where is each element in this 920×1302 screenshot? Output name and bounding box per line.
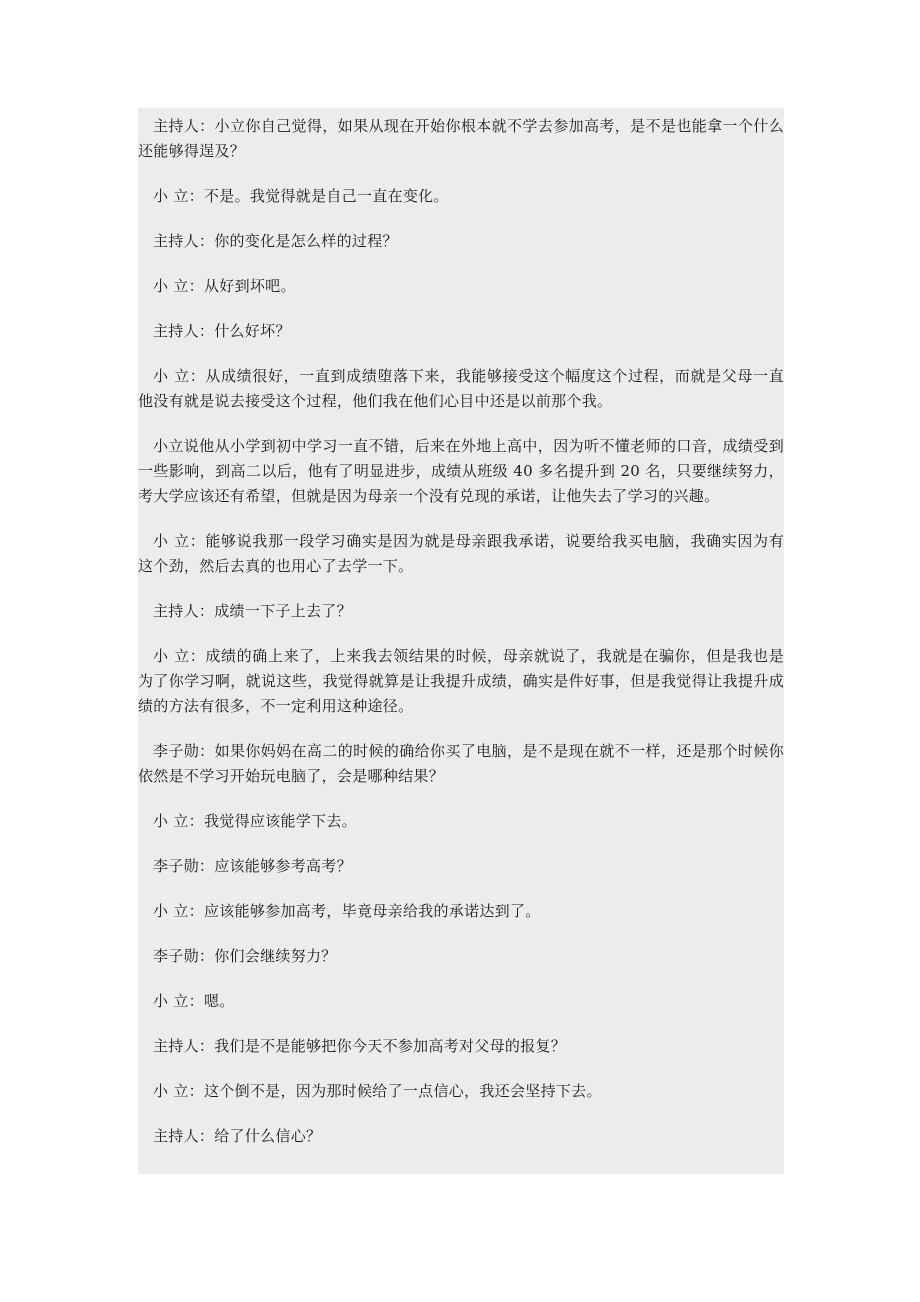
paragraph-7: 小立说他从小学到初中学习一直不错，后来在外地上高中，因为听不懂老师的口音，成绩受到一些影响，到高二以后，他有了明显进步，成绩从班级 40 多名提升到 20 名，只要继续努力，考大学应该还有希望，但就是因为母亲一个没有兑现的承诺，让他失去了学习的兴趣。 bbox=[138, 437, 784, 505]
paragraph-15: 李子勋：你们会继续努力？ bbox=[153, 947, 337, 965]
paragraph-14: 小 立：应该能够参加高考，毕竟母亲给我的承诺达到了。 bbox=[153, 902, 541, 920]
transcript-block bbox=[138, 108, 784, 1174]
paragraph-16: 小 立：嗯。 bbox=[153, 992, 235, 1010]
paragraph-3: 主持人：你的变化是怎么样的过程？ bbox=[153, 232, 398, 250]
paragraph-17: 主持人：我们是不是能够把你今天不参加高考对父母的报复？ bbox=[153, 1037, 567, 1055]
paragraph-19: 主持人：给了什么信心？ bbox=[153, 1127, 322, 1145]
paragraph-5: 主持人：什么好坏？ bbox=[153, 322, 291, 340]
paragraph-9: 主持人：成绩一下子上去了？ bbox=[153, 602, 352, 620]
paragraph-1: 主持人：小立你自己觉得，如果从现在开始你根本就不学去参加高考，是不是也能拿一个什么还能够得逞及？ bbox=[138, 117, 784, 160]
paragraph-11: 李子勋：如果你妈妈在高二的时候的确给你买了电脑，是不是现在就不一样，还是那个时候你依然是不学习开始玩电脑了，会是哪种结果？ bbox=[138, 742, 784, 785]
paragraph-18: 小 立：这个倒不是，因为那时候给了一点信心，我还会坚持下去。 bbox=[153, 1082, 602, 1100]
paragraph-10: 小 立：成绩的确上来了，上来我去领结果的时候，母亲就说了，我就是在骗你，但是我也是为了你学习啊，就说这些，我觉得就算是让我提升成绩，确实是件好事，但是我觉得让我提升成绩的方法有很多，不一定利用这种途径。 bbox=[138, 647, 784, 715]
paragraph-13: 李子勋：应该能够参考高考？ bbox=[153, 857, 352, 875]
paragraph-12: 小 立：我觉得应该能学下去。 bbox=[153, 812, 357, 830]
paragraph-2: 小 立：不是。我觉得就是自己一直在变化。 bbox=[153, 187, 449, 205]
paragraph-6: 小 立：从成绩很好，一直到成绩堕落下来，我能够接受这个幅度这个过程，而就是父母一直他没有就是说去接受这个过程，他们我在他们心目中还是以前那个我。 bbox=[138, 367, 784, 410]
paragraph-8: 小 立：能够说我那一段学习确实是因为就是母亲跟我承诺，说要给我买电脑，我确实因为有这个劲，然后去真的也用心了去学一下。 bbox=[138, 532, 784, 575]
paragraph-4: 小 立：从好到坏吧。 bbox=[153, 277, 296, 295]
